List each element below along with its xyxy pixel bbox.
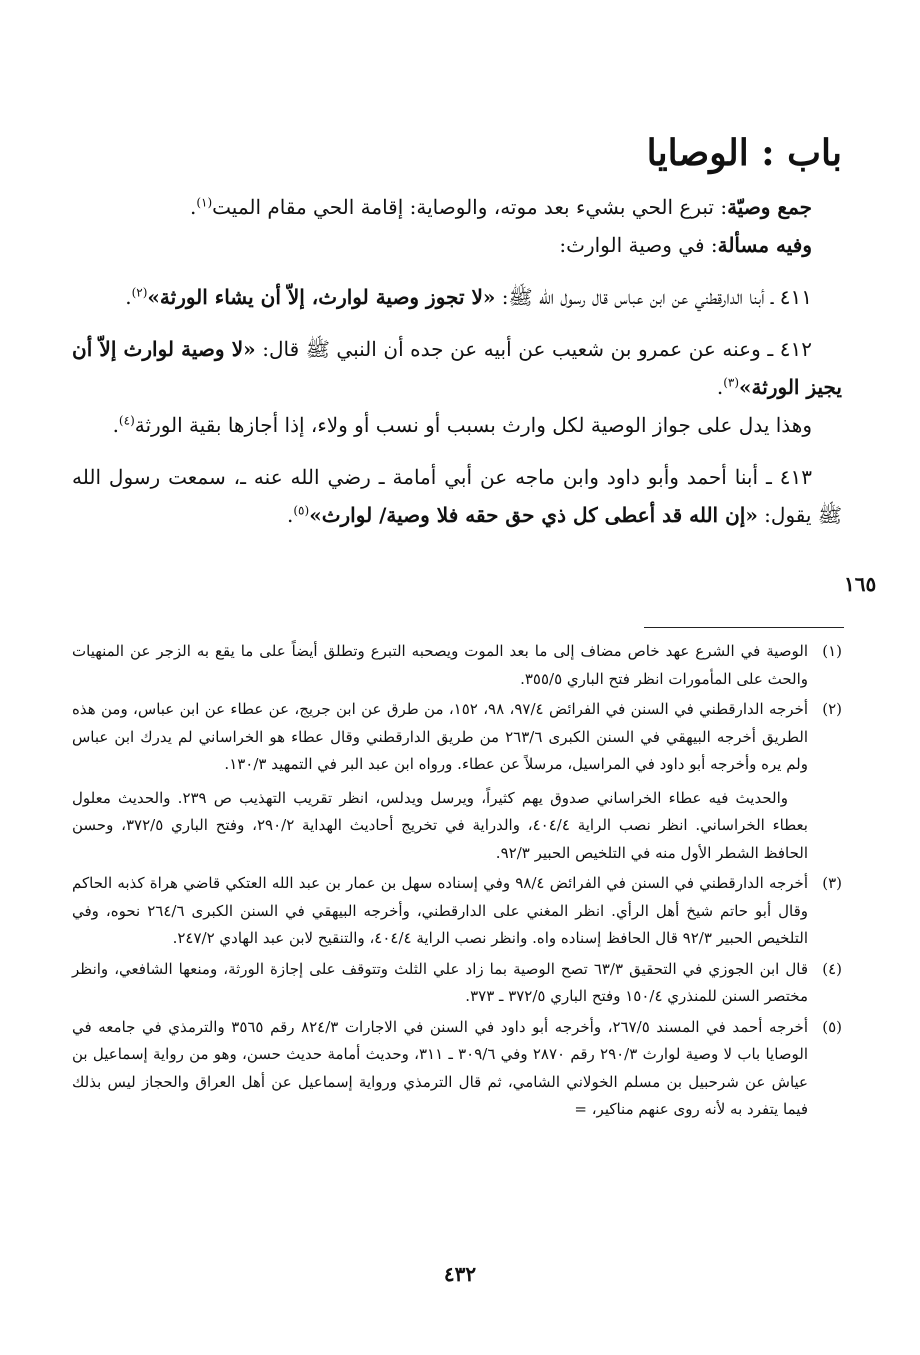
hadith-413-text: ٤١٣ ـ أبنا أحمد وأبو داود وابن ماجه عن أبي أمامة ـ رضي الله عنه ـ، سمعت رسول الله ﷺ يقول: <box>72 465 842 528</box>
footnote-text: الوصية في الشرع عهد خاص مضاف إلى ما بعد الموت ويصحبه التبرع وتطلق أيضاً على ما يقع به الزجر عن المنهيات والحث على المأمورات انظر فتح الباري ٣٥٥/٥. <box>72 642 808 688</box>
footnote-text: أخرجه أحمد في المسند ٢٦٧/٥، وأخرجه أبو داود في السنن في الاجارات ٨٢٤/٣ رقم ٣٥٦٥ والترمذي في جامعه في الوصايا باب لا وصية لوارث ٢٩٠/٣ رقم ٢٨٧٠ وفي ٣٠٩/٦ ـ ٣١١، وحديث أمامة حديث حسن، وهو من رواية إسماعيل بن عياش عن شرحبيل بن مسلم الخولاني الشامي، ثم قال الترمذي ورواية إسماعيل عن أهل العراق والحجاز ليس بذلك فيما يتفرد به لأنه روى عنهم مناكير، = <box>72 1017 808 1118</box>
hadith-411: ٤١١ ـ أبنا الدارقطني عن ابن عباس قال رسول الله ﷺ: «لا تجوز وصية لوارث، إلاّ أن يشاء الورثة»$^{(٢)}$. <box>125 285 812 310</box>
hadith-412-quote: «لا وصية لوارث إلاّ أن يجيز الورثة» <box>72 337 842 400</box>
comment-text: وهذا يدل على جواز الوصية لكل وارث بسبب أو نسب أو ولاء، إذا أجازها بقية الورثة <box>134 413 812 438</box>
footnote-text: أخرجه الدارقطني في السنن في الفرائض ٩٨/٤ وفي إسناده سهل بن عمار بن عبد الله العتكي قاضي هراة كذبه الحاكم وقال أبو حاتم شيخ أهل الرأي. انظر المغني على الدارقطني، وأخرجه البيهقي في السنن الكبرى ٢٦٤/٦ نحوه، وفي التلخيص الحبير ٩٢/٣ قال الحافظ إسناده واه. وانظر نصب الراية ٤٠٤/٤، والتنقيح لابن عبد الهادي ٢٤٧/٢. <box>72 874 809 947</box>
footnote-4 <box>72 956 842 1011</box>
main-text <box>72 128 842 534</box>
footnote-number: (١) <box>822 642 842 660</box>
footnote-ref-2: (٢) <box>131 285 148 300</box>
page-number: ٤٣٢ <box>443 1262 477 1286</box>
footnote-2-continued: والحديث فيه عطاء الخراساني صدوق يهم كثيراً، ويرسل ويدلس، انظر تقريب التهذيب ص ٢٣٩. والحديث معلول بعطاء الخراساني. انظر نصب الراية ٤٠٤/٤، والدراية في تخريج أحاديث الهداية ٢٩٠/٢، وفتح الباري ٣٧٢/٥، وحسن الحافظ الشطر الأول منه في التلخيص الحبير ٩٢/٣. <box>72 788 808 862</box>
hadith-412: ٤١٢ ـ وعنه عن عمرو بن شعيب عن أبيه عن جده أن النبي ﷺ قال: «لا وصية لوارث إلاّ أن يجيز الورثة»$^{(٣)}$. <box>72 337 842 400</box>
chapter-heading: باب : الوصايا <box>646 132 842 174</box>
hadith-412-text: ٤١٢ ـ وعنه عن عمرو بن شعيب عن أبيه عن جده أن النبي ﷺ قال: <box>255 337 812 362</box>
footnote-ref-4: (٤) <box>118 413 135 428</box>
footnote-number: (٣) <box>822 874 842 892</box>
footnote-ref-1: (١) <box>196 195 213 210</box>
definition-text: : تبرع الحي بشيء بعد موته، والوصاية: إقامة الحي مقام الميت <box>212 195 728 220</box>
hadith-411-quote: «لا تجوز وصية لوارث، إلاّ أن يشاء الورثة» <box>147 285 496 310</box>
footnote-ref-3: (٣) <box>723 375 740 390</box>
footnote-number: (٢) <box>822 700 842 718</box>
footnote-number: (٤) <box>822 959 842 978</box>
intro-definition: جمع وصيّة: تبرع الحي بشيء بعد موته، والوصاية: إقامة الحي مقام الميت$^{(١)}$. <box>189 195 812 220</box>
footnote-number: (٥) <box>822 1017 842 1036</box>
intro-masala <box>72 226 842 264</box>
manuscript-folio-number: ١٦٥ <box>844 572 877 596</box>
footnote-1 <box>72 638 842 693</box>
hadith-411-text: ٤١١ ـ أبنا الدارقطني عن ابن عباس قال رسول الله ﷺ: <box>495 285 812 310</box>
footnote-2 <box>72 696 842 779</box>
hadith-413-quote: «إن الله قد أعطى كل ذي حق حقه فلا وصية/ لوارث» <box>309 503 758 528</box>
footnote-5 <box>72 1014 842 1124</box>
footnotes <box>72 638 842 1127</box>
masala-label: وفيه مسألة <box>717 233 812 258</box>
comment-paragraph: وهذا يدل على جواز الوصية لكل وارث بسبب أو نسب أو ولاء، إذا أجازها بقية الورثة$^{(٤)}$. <box>112 413 812 438</box>
masala-text: : في وصية الوارث: <box>559 233 718 258</box>
definition-label: جمع وصيّة <box>727 195 812 220</box>
hadith-413: ٤١٣ ـ أبنا أحمد وأبو داود وابن ماجه عن أبي أمامة ـ رضي الله عنه ـ، سمعت رسول الله ﷺ يقول: «إن الله قد أعطى كل ذي حق حقه فلا وصية/ لوارث»$^{(٥)}$. <box>72 465 842 528</box>
footnote-divider <box>644 627 844 628</box>
footnote-text: قال ابن الجوزي في التحقيق ٦٣/٣ تصح الوصية بما زاد علي الثلث وتتوقف على إجازة الورثة، ومنعها الشافعي، وانظر مختصر السنن للمنذري ١٥٠/٤ وفتح الباري ٣٧٢/٥ ـ ٣٧٣. <box>72 959 809 1005</box>
footnote-3 <box>72 870 842 953</box>
footnote-text: أخرجه الدارقطني في السنن في الفرائض ٩٧/٤، ٩٨، ١٥٢، من طرق عن ابن جريج، عن عطاء عن ابن عباس، ومن هذه الطريق أخرجه البيهقي في السنن الكبرى ٢٦٣/٦ من طريق الدارقطني وقال عطاء هو الخراساني لم يدرك ابن عباس ولم يره وأخرجه أبو داود في المراسيل، مرسلاً عن عطاء. ورواه ابن عبد البر في التمهيد ١٣٠/٣. <box>72 700 809 773</box>
footnote-ref-5: (٥) <box>293 503 310 518</box>
